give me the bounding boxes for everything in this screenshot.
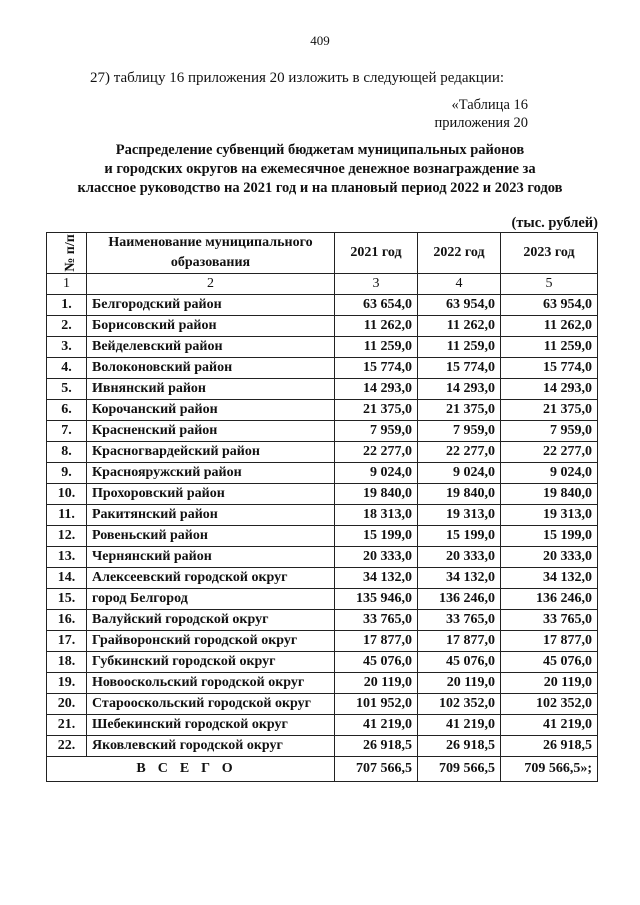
value-2023: 17 877,0: [501, 631, 598, 652]
municipality-name: Краснояружский район: [87, 463, 335, 484]
total-label: ВСЕГО: [47, 757, 335, 782]
value-2022: 15 199,0: [418, 526, 501, 547]
municipality-name: Алексеевский городской округ: [87, 568, 335, 589]
value-2021: 19 840,0: [335, 484, 418, 505]
value-2023: 15 199,0: [501, 526, 598, 547]
value-2022: 22 277,0: [418, 442, 501, 463]
title-line-1: Распределение субвенций бюджетам муниципальных районов: [115, 142, 525, 158]
value-2022: 21 375,0: [418, 400, 501, 421]
header-num: [47, 233, 87, 274]
municipality-name: Корочанский район: [87, 400, 335, 421]
table-row: [47, 631, 598, 652]
municipality-name: Красногвардейский район: [87, 442, 335, 463]
value-2021: 9 024,0: [335, 463, 418, 484]
total-2022: 709 566,5: [418, 757, 501, 782]
value-2022: 9 024,0: [418, 463, 501, 484]
table-row: [47, 295, 598, 316]
table-row: [47, 463, 598, 484]
table-row: [47, 715, 598, 736]
row-number: 9.: [47, 463, 87, 484]
municipality-name: Грайворонский городской округ: [87, 631, 335, 652]
value-2022: 41 219,0: [418, 715, 501, 736]
value-2021: 15 199,0: [335, 526, 418, 547]
row-number: 11.: [47, 505, 87, 526]
value-2022: 102 352,0: [418, 694, 501, 715]
value-2021: 14 293,0: [335, 379, 418, 400]
table-row: [47, 505, 598, 526]
value-2021: 135 946,0: [335, 589, 418, 610]
row-number: 20.: [47, 694, 87, 715]
table-row: [47, 673, 598, 694]
municipality-name: город Белгород: [87, 589, 335, 610]
municipality-name: Белгородский район: [87, 295, 335, 316]
municipality-name: Яковлевский городской округ: [87, 736, 335, 757]
value-2022: 26 918,5: [418, 736, 501, 757]
total-2023: 709 566,5»;: [501, 757, 598, 782]
header-2022: 2022 год: [418, 233, 501, 274]
column-number: 3: [335, 274, 418, 295]
table-row: [47, 568, 598, 589]
municipality-name: Чернянский район: [87, 547, 335, 568]
value-2023: 26 918,5: [501, 736, 598, 757]
value-2022: 15 774,0: [418, 358, 501, 379]
column-number: 4: [418, 274, 501, 295]
row-number: 19.: [47, 673, 87, 694]
header-2021: 2021 год: [335, 233, 418, 274]
municipality-name: Волоконовский район: [87, 358, 335, 379]
row-number: 21.: [47, 715, 87, 736]
table-row: [47, 379, 598, 400]
value-2021: 20 333,0: [335, 547, 418, 568]
table-row: [47, 358, 598, 379]
value-2022: 14 293,0: [418, 379, 501, 400]
value-2023: 21 375,0: [501, 400, 598, 421]
value-2023: 11 262,0: [501, 316, 598, 337]
value-2022: 7 959,0: [418, 421, 501, 442]
municipality-name: Борисовский район: [87, 316, 335, 337]
municipality-name: Ракитянский район: [87, 505, 335, 526]
column-number-row: [47, 274, 598, 295]
value-2022: 20 119,0: [418, 673, 501, 694]
value-2022: 34 132,0: [418, 568, 501, 589]
column-number: 1: [47, 274, 87, 295]
row-number: 15.: [47, 589, 87, 610]
table-row: [47, 736, 598, 757]
row-number: 1.: [47, 295, 87, 316]
row-number: 4.: [47, 358, 87, 379]
row-number: 17.: [47, 631, 87, 652]
table-row: [47, 316, 598, 337]
value-2023: 7 959,0: [501, 421, 598, 442]
row-number: 13.: [47, 547, 87, 568]
value-2021: 21 375,0: [335, 400, 418, 421]
municipality-name: Губкинский городской округ: [87, 652, 335, 673]
row-number: 16.: [47, 610, 87, 631]
value-2022: 20 333,0: [418, 547, 501, 568]
table-row: [47, 526, 598, 547]
row-number: 22.: [47, 736, 87, 757]
table-row: [47, 652, 598, 673]
document-title: [40, 141, 600, 198]
value-2023: 63 954,0: [501, 295, 598, 316]
value-2021: 33 765,0: [335, 610, 418, 631]
value-2022: 11 259,0: [418, 337, 501, 358]
value-2023: 34 132,0: [501, 568, 598, 589]
value-2021: 7 959,0: [335, 421, 418, 442]
table-row: [47, 400, 598, 421]
table-caption: [435, 96, 528, 132]
table-row: [47, 484, 598, 505]
table-row: [47, 610, 598, 631]
table-row: [47, 589, 598, 610]
value-2023: 136 246,0: [501, 589, 598, 610]
value-2023: 14 293,0: [501, 379, 598, 400]
column-number: 5: [501, 274, 598, 295]
column-number: 2: [87, 274, 335, 295]
municipality-name: Старооскольский городской округ: [87, 694, 335, 715]
value-2021: 11 262,0: [335, 316, 418, 337]
table-row: [47, 694, 598, 715]
value-2022: 11 262,0: [418, 316, 501, 337]
subvention-table: [46, 232, 598, 782]
value-2021: 22 277,0: [335, 442, 418, 463]
header-2023: 2023 год: [501, 233, 598, 274]
value-2021: 17 877,0: [335, 631, 418, 652]
value-2023: 41 219,0: [501, 715, 598, 736]
table-row: [47, 442, 598, 463]
value-2023: 19 840,0: [501, 484, 598, 505]
row-number: 8.: [47, 442, 87, 463]
value-2022: 63 954,0: [418, 295, 501, 316]
municipality-name: Ровеньский район: [87, 526, 335, 547]
value-2023: 15 774,0: [501, 358, 598, 379]
value-2021: 45 076,0: [335, 652, 418, 673]
value-2023: 45 076,0: [501, 652, 598, 673]
intro-text: 27) таблицу 16 приложения 20 изложить в следующей редакции:: [90, 70, 505, 86]
row-number: 18.: [47, 652, 87, 673]
row-number: 14.: [47, 568, 87, 589]
municipality-name: Ивнянский район: [87, 379, 335, 400]
row-number: 12.: [47, 526, 87, 547]
value-2021: 34 132,0: [335, 568, 418, 589]
header-name: Наименование муниципального образования: [87, 233, 335, 274]
municipality-name: Шебекинский городской округ: [87, 715, 335, 736]
table-header-row: [47, 233, 598, 274]
title-line-2: и городских округов на ежемесячное денежное вознаграждение за: [104, 161, 536, 177]
value-2023: 19 313,0: [501, 505, 598, 526]
value-2021: 15 774,0: [335, 358, 418, 379]
row-number: 7.: [47, 421, 87, 442]
units-label: (тыс. рублей): [511, 215, 598, 231]
value-2021: 18 313,0: [335, 505, 418, 526]
value-2021: 41 219,0: [335, 715, 418, 736]
value-2022: 19 840,0: [418, 484, 501, 505]
value-2021: 11 259,0: [335, 337, 418, 358]
value-2023: 33 765,0: [501, 610, 598, 631]
value-2023: 102 352,0: [501, 694, 598, 715]
municipality-name: Валуйский городской округ: [87, 610, 335, 631]
value-2021: 101 952,0: [335, 694, 418, 715]
row-number: 10.: [47, 484, 87, 505]
row-number: 5.: [47, 379, 87, 400]
value-2022: 136 246,0: [418, 589, 501, 610]
row-number: 3.: [47, 337, 87, 358]
value-2023: 20 119,0: [501, 673, 598, 694]
page-number: 409: [310, 33, 330, 48]
value-2021: 26 918,5: [335, 736, 418, 757]
value-2022: 33 765,0: [418, 610, 501, 631]
municipality-name: Прохоровский район: [87, 484, 335, 505]
value-2023: 11 259,0: [501, 337, 598, 358]
caption-line-2: приложения 20: [434, 115, 528, 131]
value-2023: 20 333,0: [501, 547, 598, 568]
value-2021: 63 654,0: [335, 295, 418, 316]
caption-line-1: «Таблица 16: [451, 97, 528, 113]
municipality-name: Вейделевский район: [87, 337, 335, 358]
municipality-name: Новооскольский городской округ: [87, 673, 335, 694]
header-num-text: № п/п: [62, 234, 78, 272]
row-number: 6.: [47, 400, 87, 421]
table-row: [47, 337, 598, 358]
title-line-3: классное руководство на 2021 год и на плановый период 2022 и 2023 годов: [77, 180, 563, 196]
table-row: [47, 421, 598, 442]
total-2021: 707 566,5: [335, 757, 418, 782]
municipality-name: Красненский район: [87, 421, 335, 442]
total-row: [47, 757, 598, 782]
table-row: [47, 547, 598, 568]
value-2022: 17 877,0: [418, 631, 501, 652]
value-2023: 9 024,0: [501, 463, 598, 484]
value-2022: 19 313,0: [418, 505, 501, 526]
value-2022: 45 076,0: [418, 652, 501, 673]
value-2023: 22 277,0: [501, 442, 598, 463]
value-2021: 20 119,0: [335, 673, 418, 694]
row-number: 2.: [47, 316, 87, 337]
